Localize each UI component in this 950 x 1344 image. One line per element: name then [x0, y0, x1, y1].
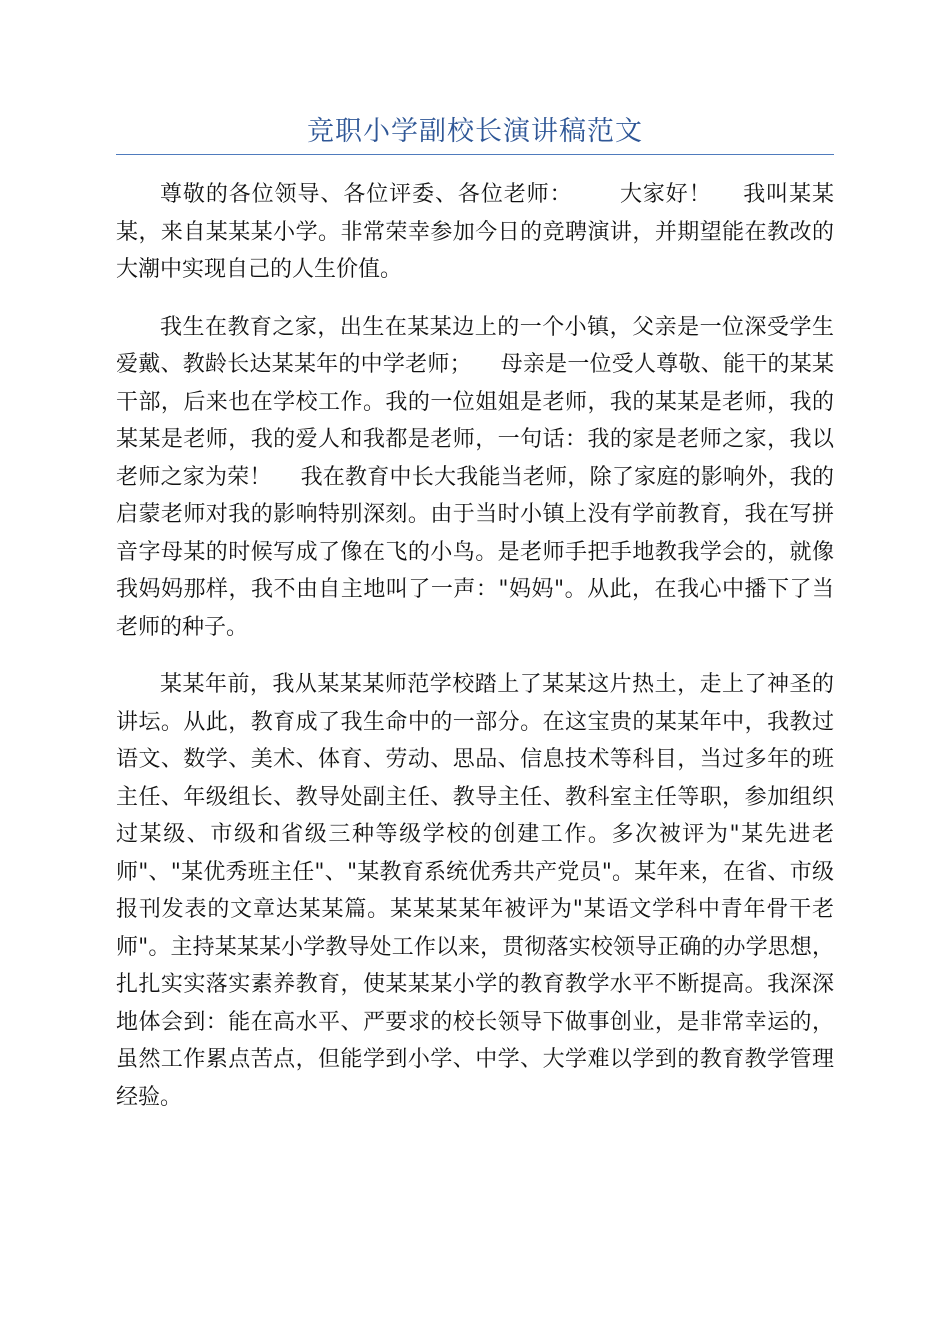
- title-underline: [116, 154, 834, 155]
- paragraph-greeting: 尊敬的各位领导、各位评委、各位老师： 大家好！ 我叫某某某，来自某某某小学。非常荣幸参加今日的竞聘演讲，并期望能在教改的大潮中实现自己的人生价值。: [116, 182, 834, 282]
- document-title: 竞职小学副校长演讲稿范文: [307, 116, 643, 147]
- document-body: [116, 176, 834, 1136]
- paragraph-family-background: 我生在教育之家，出生在某某边上的一个小镇，父亲是一位深受学生爱戴、教龄长达某某年的中学老师； 母亲是一位受人尊敬、能干的某某干部，后来也在学校工作。我的一位姐姐是老师，我的某某是老师，我的某某是老师，我的爱人和我都是老师，一句话：我的家是老师之家，我以老师之家为荣！ 我在教育中长大我能当老师，除了家庭的影响外，我的启蒙老师对我的影响特别深刻。由于当时小镇上没有学前教育，我在写拼音字母某的时候写成了像在飞的小鸟。是老师手把手地教我学会的，就像我妈妈那样，我不由自主地叫了一声："妈妈"。从此，在我心中播下了当老师的种子。: [116, 314, 834, 640]
- paragraph-career-experience: 某某年前，我从某某某师范学校踏上了某某这片热土，走上了神圣的讲坛。从此，教育成了我生命中的一部分。在这宝贵的某某年中，我教过语文、数学、美术、体育、劳动、思品、信息技术等科目，当过多年的班主任、年级组长、教导处副主任、教导主任、教科室主任等职，参加组织过某级、市级和省级三种等级学校的创建工作。多次被评为"某先进老师"、"某优秀班主任"、"某教育系统优秀共产党员"。某年来，在省、市级报刊发表的文章达某某篇。某某某某年被评为"某语文学科中青年骨干老师"。主持某某某小学教导处工作以来，贯彻落实校领导正确的办学思想，扎扎实实落实素养教育，使某某某小学的教育教学水平不断提高。我深深地体会到：能在高水平、严要求的校长领导下做事创业，是非常幸运的，虽然工作累点苦点，但能学到小学、中学、大学难以学到的教育教学管理经验。: [116, 672, 834, 1110]
